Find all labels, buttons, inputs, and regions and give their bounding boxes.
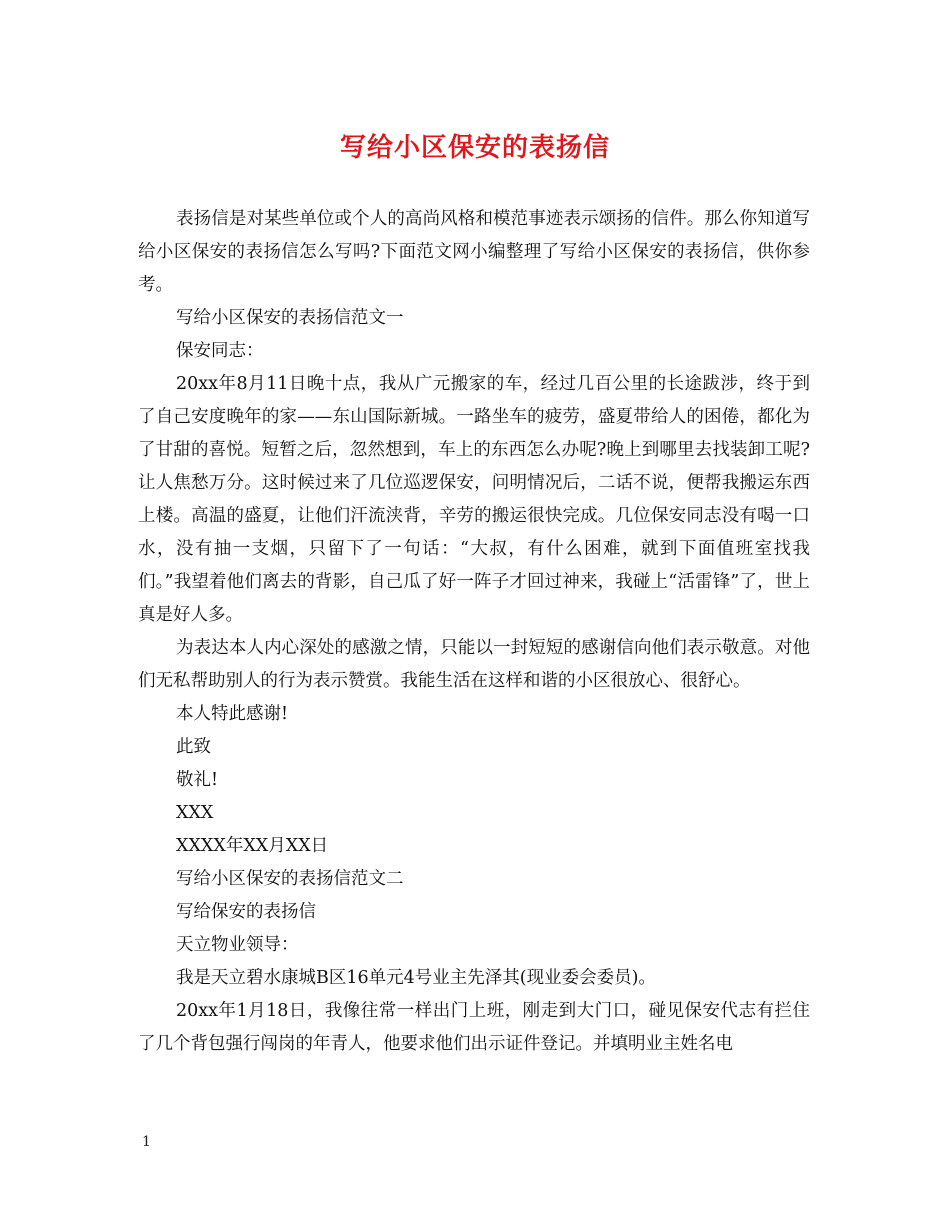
- sample1-closing-1: 此致: [176, 737, 211, 757]
- sample1-date: XXXX年XX月XX日: [176, 836, 329, 856]
- sample1-paragraph-2: 为表达本人内心深处的感激之情，只能以一封短短的感谢信向他们表示敬意。对他们无私帮助别人的行为表示赞赏。我能生活在这样和谐的小区很放心、很舒心。: [138, 638, 810, 691]
- sample1-paragraph-1: 20xx年8月11日晚十点，我从广元搬家的车，经过几百公里的长途跋涉，终于到了自己安度晚年的家——东山国际新城。一路坐车的疲劳，盛夏带给人的困倦，都化为了甘甜的喜悦。短暂之后，忽然想到，车上的东西怎么办呢?晚上到哪里去找装卸工呢?让人焦愁万分。这时候过来了几位巡逻保安，问明情况后，二话不说，便帮我搬运东西上楼。高温的盛夏，让他们汗流浃背，辛劳的搬运很快完成。几位保安同志没有喝一口水，没有抽一支烟，只留下了一句话：“大叔，有什么困难，就到下面值班室找我们。”我望着他们离去的背影，自己瓜了好一阵子才回过神来，我碰上“活雷锋”了，世上真是好人多。: [138, 374, 810, 625]
- sample1-heading: 写给小区保安的表扬信范文一: [176, 308, 404, 328]
- sample2-paragraph-2: 20xx年1月18日，我像往常一样出门上班，刚走到大门口，碰见保安代志有拦住了几个背包强行闯岗的年青人，他要求他们出示证件登记。并填明业主姓名电: [138, 1001, 810, 1054]
- intro-paragraph: 表扬信是对某些单位或个人的高尚风格和模范事迹表示颂扬的信件。那么你知道写给小区保安的表扬信怎么写吗?下面范文网小编整理了写给小区保安的表扬信，供你参考。: [138, 209, 810, 295]
- sample2-paragraph-1: 我是天立碧水康城B区16单元4号业主先泽其(现业委会委员)。: [176, 968, 656, 988]
- document-body: [138, 203, 810, 1061]
- sample1-salutation: 保安同志：: [176, 341, 264, 361]
- page-number: 1: [142, 1134, 151, 1150]
- sample2-heading: 写给小区保安的表扬信范文二: [176, 869, 404, 889]
- document-title: 写给小区保安的表扬信: [339, 133, 610, 163]
- sample2-subheading: 写给保安的表扬信: [176, 902, 316, 922]
- sample2-salutation: 天立物业领导：: [176, 935, 299, 955]
- sample1-signature: XXX: [176, 803, 214, 823]
- sample1-thanks: 本人特此感谢!: [176, 704, 289, 724]
- sample1-closing-2: 敬礼!: [176, 770, 219, 790]
